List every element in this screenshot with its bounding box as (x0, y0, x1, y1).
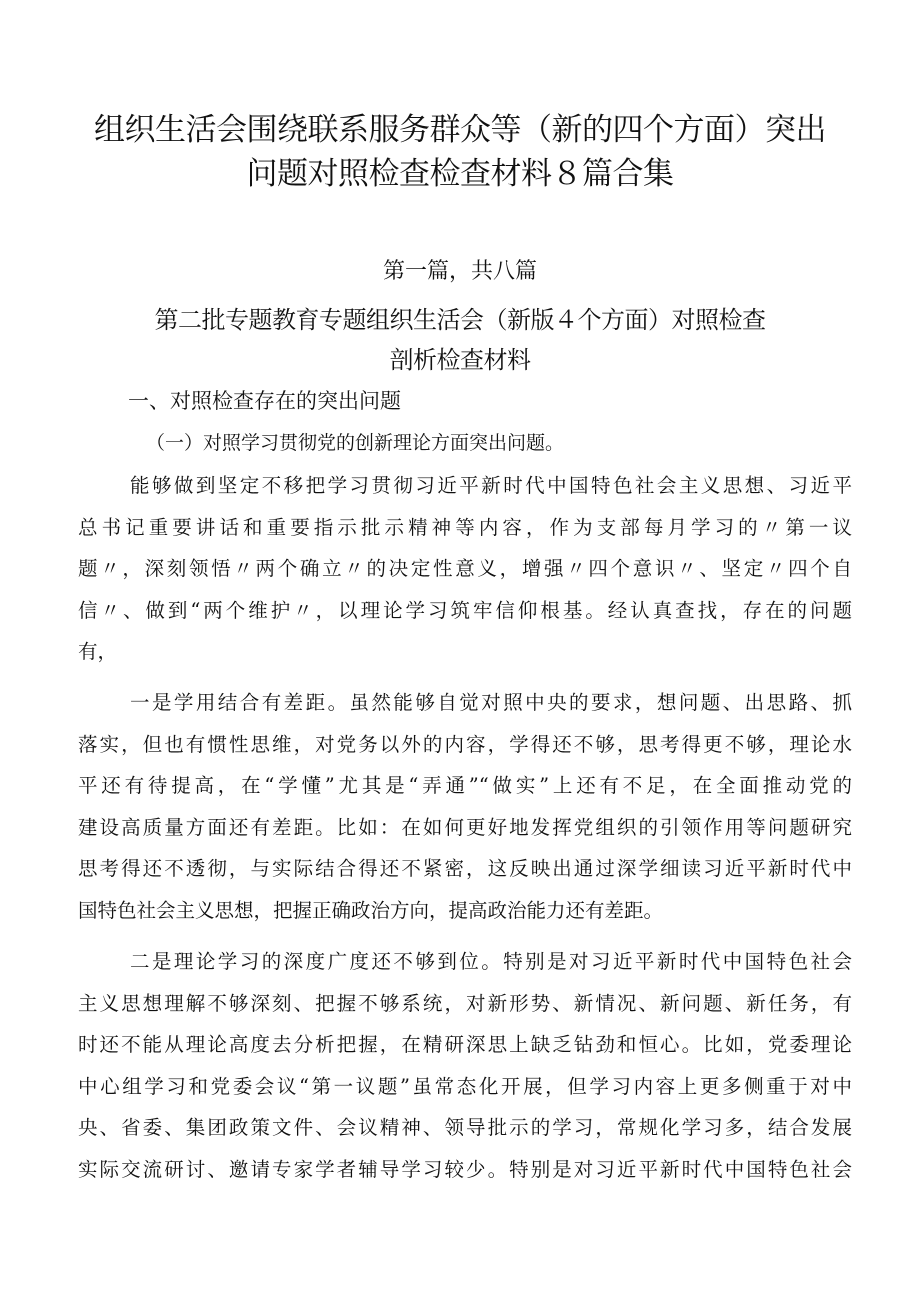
paragraph-line: 思考得还不透彻，与实际结合得还不紧密，这反映出通过深学细读习近平新时代中 (78, 857, 852, 880)
heading-level-1: 一、对照检查存在的突出问题 (128, 389, 401, 413)
paragraph-line: 有， (78, 640, 118, 663)
document-title (0, 108, 920, 196)
paragraph-2 (78, 682, 852, 931)
section-title-line: 剖析检查材料 (389, 346, 531, 374)
paragraph-line: 一是学用结合有差距。虽然能够自觉对照中央的要求，想问题、出思路、抓 (130, 691, 852, 714)
paragraph-line: 中心组学习和党委会议“第一议题”虽常态化开展，但学习内容上更多侧重于对中 (78, 1074, 852, 1098)
paragraph-line: 建设高质量方面还有差距。比如：在如何更好地发挥党组织的引领作用等问题研究 (78, 815, 852, 839)
section-meta: 第一篇，共八篇 (382, 259, 537, 284)
paragraph-line: 二是理论学习的深度广度还不够到位。特别是对习近平新时代中国特色社会 (130, 950, 852, 973)
paragraph-1 (78, 465, 852, 673)
document-title-line: 组织生活会围绕联系服务群众等（新的四个方面）突出 (94, 112, 826, 148)
paragraph-line: 落实，但也有惯性思维，对党务以外的内容，学得还不够，思考得更不够，理论水 (78, 732, 852, 756)
section-title (0, 300, 920, 380)
paragraph-line: 题〃，深刻领悟〃两个确立〃的决定性意义，增强〃四个意识〃、坚定〃四个自 (78, 557, 852, 580)
paragraph-line: 国特色社会主义思想，把握正确政治方向，提高政治能力还有差距。 (78, 898, 664, 922)
paragraph-line: 央、省委、集团政策文件、会议精神、领导批示的学习，常规化学习多，结合发展 (78, 1116, 852, 1139)
document-title-line: 问题对照检查检查材料８篇合集 (246, 156, 674, 192)
paragraph-line: 信〃、做到“两个维护〃，以理论学习筑牢信仰根基。经认真查找，存在的问题 (78, 598, 852, 622)
paragraph-3 (78, 941, 852, 1190)
paragraph-line: 平还有待提高，在“学懂”尤其是“弄通”“做实”上还有不足，在全面推动党的 (78, 774, 852, 797)
paragraph-line: 时还不能从理论高度去分析把握，在精研深思上缺乏钻劲和恒心。比如，党委理论 (78, 1033, 852, 1056)
paragraph-line: 实际交流研讨、邀请专家学者辅导学习较少。特别是对习近平新时代中国特色社会 (78, 1157, 852, 1181)
paragraph-line: 能够做到坚定不移把学习贯彻习近平新时代中国特色社会主义思想、习近平 (130, 474, 852, 497)
paragraph-line: 总书记重要讲话和重要指示批示精神等内容，作为支部每月学习的〃第一议 (78, 515, 852, 539)
paragraph-line: 主义思想理解不够深刻、把握不够系统，对新形势、新情况、新问题、新任务，有 (78, 991, 852, 1015)
heading-level-2: （一）对照学习贯彻党的创新理论方面突出问题。 (146, 432, 565, 454)
section-title-line: 第二批专题教育专题组织生活会（新版４个方面）对照检查 (154, 306, 766, 334)
